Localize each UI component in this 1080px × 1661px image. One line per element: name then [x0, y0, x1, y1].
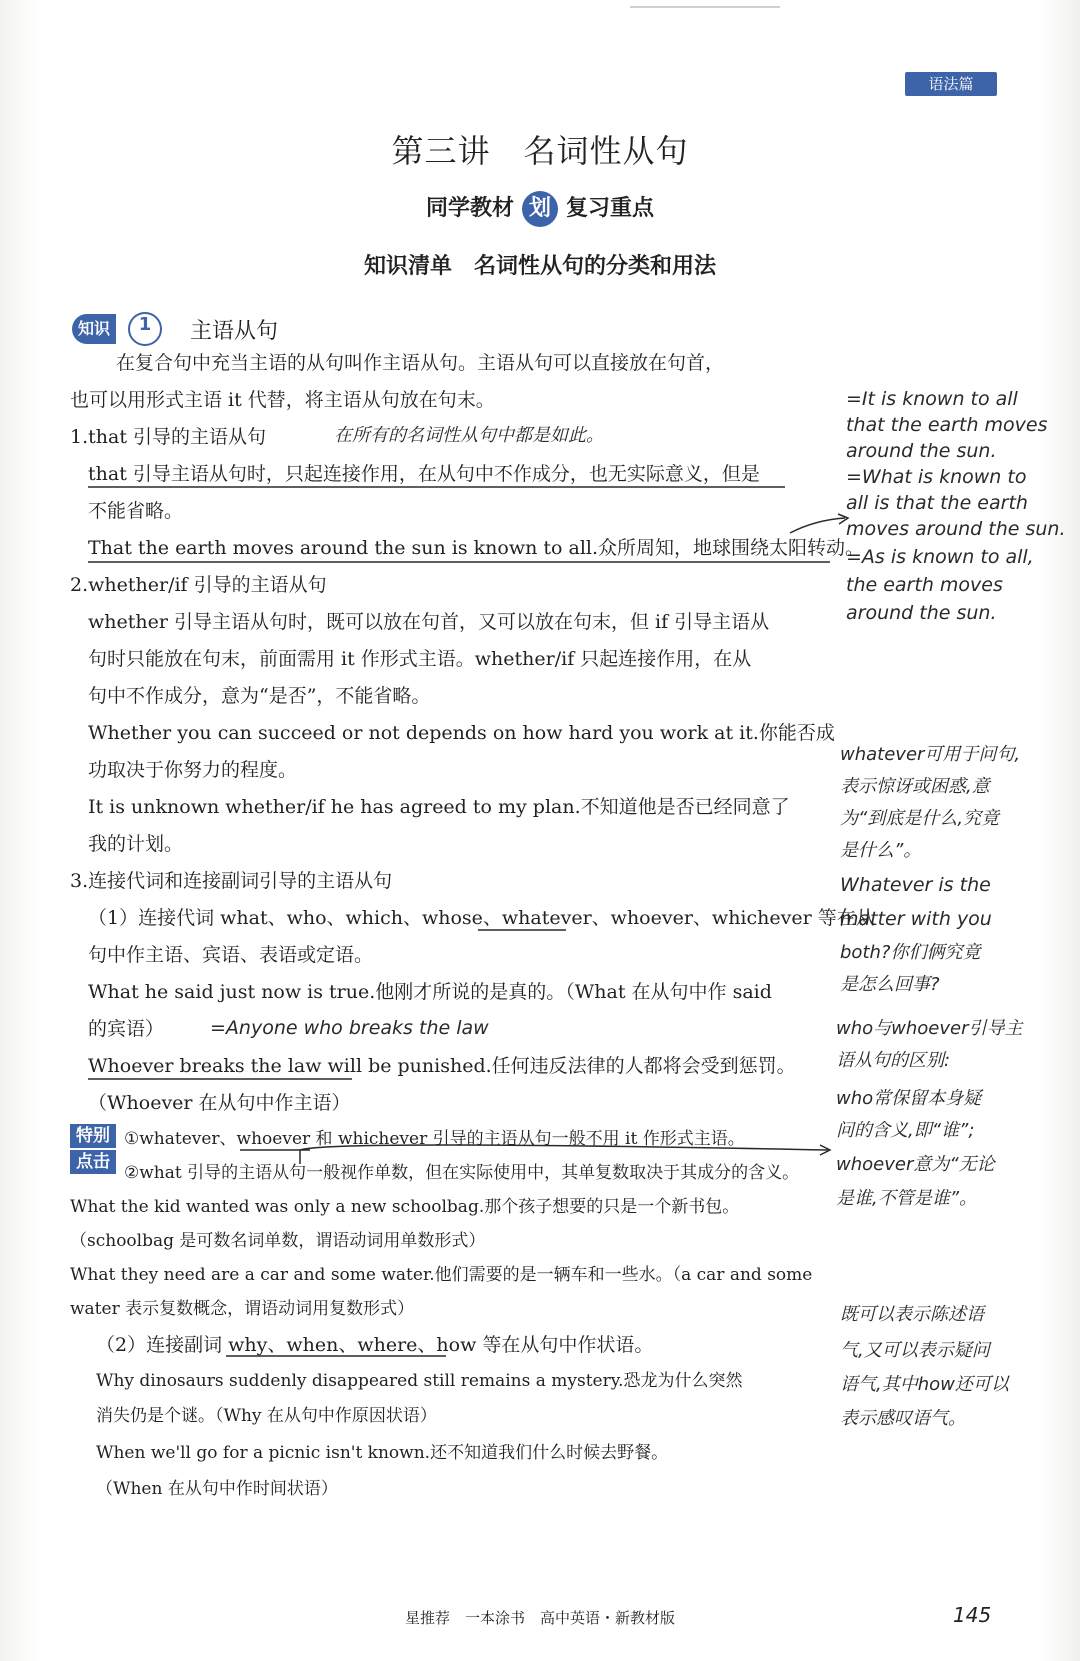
example-sentence: What the kid wanted was only a new schoolbag.那个孩子想要的只是一个新书包。: [70, 1197, 740, 1217]
margin-note-line: Whatever is the: [840, 874, 991, 896]
section-tag: 语法篇: [905, 72, 997, 96]
top-rule: [630, 6, 780, 8]
margin-note-line: 表示惊讶或困惑,意: [840, 776, 990, 797]
margin-note-line: who与whoever引导主: [836, 1018, 1023, 1039]
text-line: （1）连接代词 what、who、which、whose、whatever、whoever、whichever 等在从: [88, 907, 875, 929]
margin-note-line: 是什么”。: [840, 840, 922, 861]
example-sentence: Whoever breaks the law will be punished.任何违反法律的人都将会受到惩罚。: [88, 1055, 796, 1077]
text-line: 我的计划。: [88, 833, 184, 855]
knowledge-number: 1: [128, 312, 162, 346]
margin-note-line: the earth moves: [846, 574, 1003, 596]
subtitle: [0, 191, 1080, 227]
margin-note-line: moves around the sun.: [846, 518, 1066, 540]
section-heading: 知识清单 名词性从句的分类和用法: [363, 253, 716, 279]
margin-note-line: 语从句的区别:: [836, 1050, 951, 1071]
margin-note-line: that the earth moves: [846, 414, 1048, 436]
text-line: water 表示复数概念，谓语动词用复数形式）: [70, 1299, 415, 1319]
footer: 星推荐 一本涂书 高中英语・新教材版: [404, 1609, 675, 1627]
special-badge-top: 特别: [70, 1124, 116, 1148]
margin-note-line: 表示感叹语气。: [840, 1408, 966, 1429]
margin-note-line: 问的含义,即“谁”;: [836, 1120, 975, 1141]
special-note-1: ①whatever、whoever 和 whichever 引导的主语从句一般不用 it 作形式主语。: [124, 1129, 745, 1149]
text-line: 句中不作成分，意为“是否”，不能省略。: [88, 685, 431, 707]
margin-note-line: whatever可用于问句,: [840, 744, 1021, 765]
margin-note-line: around the sun.: [846, 602, 997, 624]
text-line: 消失仍是个谜。（Why 在从句中作原因状语）: [96, 1406, 437, 1426]
margin-note-line: 既可以表示陈述语: [840, 1304, 984, 1325]
page-number: 145: [953, 1603, 992, 1627]
example-sentence: When we'll go for a picnic isn't known.还不知道我们什么时候去野餐。: [96, 1443, 669, 1463]
example-sentence: That the earth moves around the sun is known to all.众所周知，地球围绕太阳转动。: [88, 537, 865, 559]
margin-note-line: =What is known to: [846, 466, 1027, 488]
margin-note-line: all is that the earth: [846, 492, 1028, 514]
text-line: （Whoever 在从句中作主语）: [88, 1092, 351, 1114]
handwritten-note: 在所有的名词性从句中都是如此。: [334, 425, 604, 446]
margin-note-line: =As is known to all,: [846, 546, 1034, 568]
text-line: 也可以用形式主语 it 代替，将主语从句放在句末。: [70, 389, 495, 411]
special-note-2: ②what 引导的主语从句一般视作单数，但在实际使用中，其单复数取决于其成分的含义。: [124, 1163, 800, 1183]
margin-note-line: matter with you: [840, 908, 992, 930]
margin-note-line: whoever意为“无论: [836, 1154, 995, 1175]
subtitle-right: 复习重点: [566, 196, 655, 221]
margin-note-line: around the sun.: [846, 440, 997, 462]
text-line: whether 引导主语从句时，既可以放在句首，又可以放在句末，但 if 引导主语从: [88, 611, 770, 633]
special-badge-bottom: 点击: [70, 1150, 116, 1174]
margin-note-line: 是怎么回事?: [840, 974, 940, 995]
margin-note-line: 语气,其中how还可以: [840, 1374, 1009, 1395]
example-sentence: What he said just now is true.他刚才所说的是真的。（What 在从句中作 said: [88, 981, 772, 1003]
text-line: 的宾语）: [88, 1018, 165, 1040]
margin-note-line: who常保留本身疑: [836, 1088, 982, 1109]
margin-note-line: both?你们俩究竟: [840, 942, 981, 963]
text-line: （2）连接副词 why、when、where、how 等在从句中作状语。: [96, 1334, 654, 1356]
text-line: 2.whether/if 引导的主语从句: [70, 574, 327, 596]
text-line: 3.连接代词和连接副词引导的主语从句: [70, 870, 393, 892]
text-line: （schoolbag 是可数名词单数，谓语动词用单数形式）: [70, 1231, 486, 1251]
margin-note-line: =It is known to all: [846, 388, 1018, 410]
subtitle-circle: 划: [522, 191, 558, 227]
page-title: 第三讲 名词性从句: [391, 132, 689, 170]
text-line: 在复合句中充当主语的从句叫作主语从句。主语从句可以直接放在句首，: [116, 352, 725, 374]
text-line: 不能省略。: [88, 500, 184, 522]
knowledge-badge: 知识: [72, 314, 116, 344]
margin-note-line: 是谁,不管是谁”。: [836, 1188, 978, 1209]
handwritten-note: =Anyone who breaks the law: [210, 1017, 489, 1039]
margin-note-line: 为“到底是什么,究竟: [840, 808, 1000, 829]
example-sentence: Why dinosaurs suddenly disappeared still remains a mystery.恐龙为什么突然: [96, 1371, 743, 1391]
subtitle-left: 同学教材: [425, 196, 514, 221]
text-line: 1.that 引导的主语从句: [70, 426, 267, 448]
text-line: that 引导主语从句时，只起连接作用，在从句中不作成分，也无实际意义，但是: [88, 463, 760, 485]
example-sentence: It is unknown whether/if he has agreed to my plan.不知道他是否已经同意了: [88, 796, 790, 818]
text-line: 功取决于你努力的程度。: [88, 759, 298, 781]
arrow: [790, 518, 845, 533]
example-sentence: Whether you can succeed or not depends on how hard you work at it.你能否成: [88, 722, 835, 744]
example-sentence: What they need are a car and some water.他们需要的是一辆车和一些水。（a car and some: [70, 1265, 813, 1285]
text-line: （When 在从句中作时间状语）: [96, 1479, 338, 1499]
text-line: 句时只能放在句末，前面需用 it 作形式主语。whether/if 只起连接作用，在从: [88, 648, 752, 670]
margin-note-line: 气,又可以表示疑问: [840, 1340, 990, 1361]
arrow: [820, 1145, 830, 1155]
text-line: 句中作主语、宾语、表语或定语。: [88, 944, 374, 966]
knowledge-title: 主语从句: [190, 319, 279, 344]
